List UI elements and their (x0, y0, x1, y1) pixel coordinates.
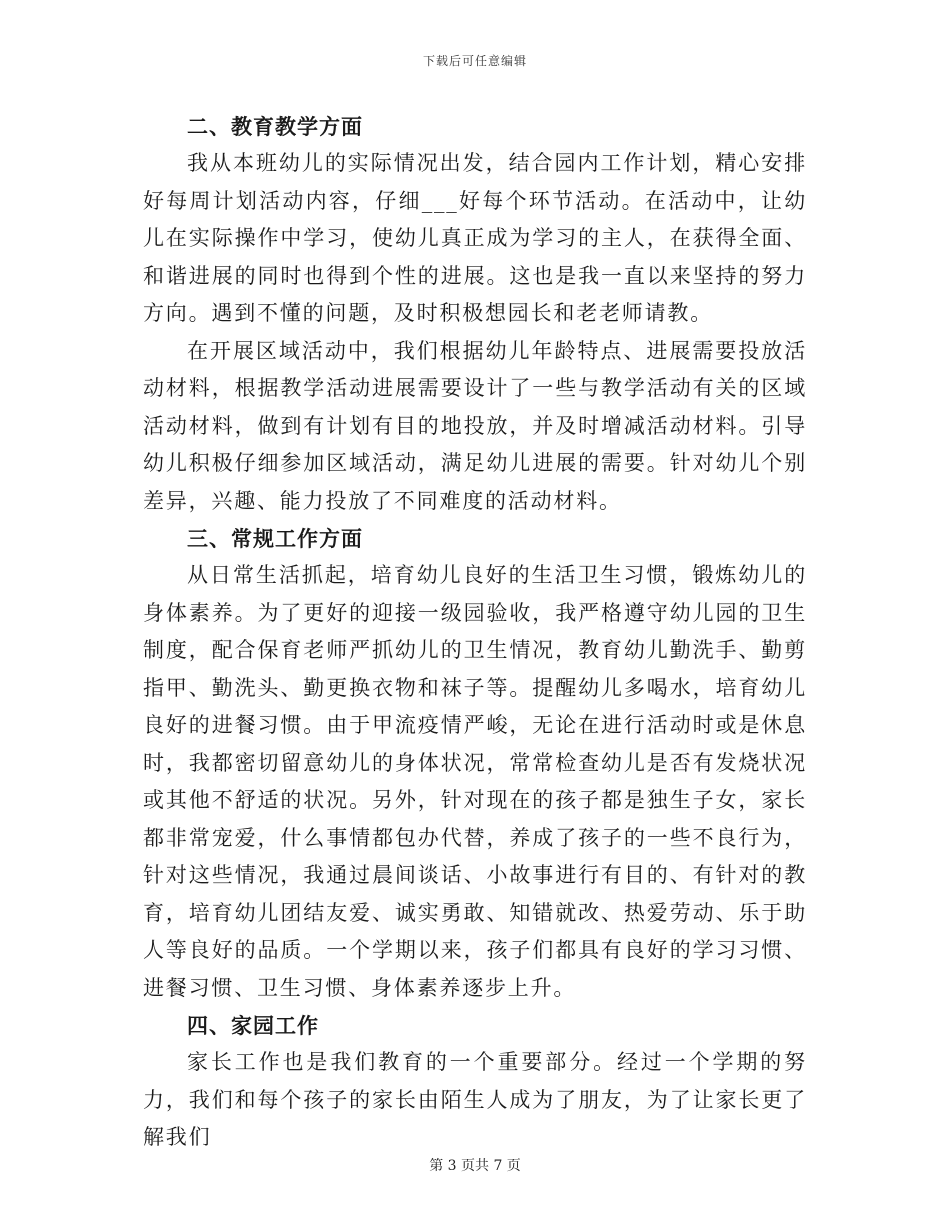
section-heading: 四、家园工作 (187, 1013, 319, 1038)
section-heading: 二、教育教学方面 (187, 114, 363, 139)
page-header: 下载后可任意编辑 (422, 54, 527, 68)
paragraph: 从日常生活抓起，培育幼儿良好的生活卫生习惯，锻炼幼儿的身体素养。为了更好的迎接一级园验收，我严格遵守幼儿园的卫生制度，配合保育老师严抓幼儿的卫生情况，教育幼儿勤洗手、勤剪指甲、勤洗头、勤更换衣物和袜子等。提醒幼儿多喝水，培育幼儿良好的进餐习惯。由于甲流疫情严峻，无论在进行活动时或是休息时，我都密切留意幼儿的身体状况，常常检查幼儿是否有发烧状况或其他不舒适的状况。另外，针对现在的孩子都是独生子女，家长都非常宠爱，什么事情都包办代替，养成了孩子的一些不良行为，针对这些情况，我通过晨间谈话、小故事进行有目的、有针对的教育，培育幼儿团结友爱、诚实勇敢、知错就改、热爱劳动、乐于助人等良好的品质。一个学期以来，孩子们都具有良好的学习习惯、进餐习惯、卫生习惯、身体素养逐步上升。 (143, 563, 807, 1000)
section-home-school (143, 1007, 807, 1157)
page-number: 第 3 页共 7 页 (429, 1158, 521, 1174)
section-teaching (143, 108, 807, 520)
section-routine-work (143, 520, 807, 1007)
paragraph: 在开展区域活动中，我们根据幼儿年龄特点、进展需要投放活动材料，根据教学活动进展需要设计了一些与教学活动有关的区域活动材料，做到有计划有目的地投放，并及时增减活动材料。引导幼儿积极仔细参加区域活动，满足幼儿进展的需要。针对幼儿个别差异，兴趣、能力投放了不同难度的活动材料。 (143, 338, 807, 513)
paragraph: 家长工作也是我们教育的一个重要部分。经过一个学期的努力，我们和每个孩子的家长由陌生人成为了朋友，为了让家长更了解我们 (143, 1050, 807, 1149)
section-heading: 三、常规工作方面 (187, 526, 363, 551)
document-body (143, 108, 807, 1157)
paragraph: 我从本班幼儿的实际情况出发，结合园内工作计划，精心安排好每周计划活动内容，仔细___好每个环节活动。在活动中，让幼儿在实际操作中学习，使幼儿真正成为学习的主人，在获得全面、和谐进展的同时也得到个性的进展。这也是我一直以来坚持的努力方向。遇到不懂的问题，及时积极想园长和老老师请教。 (143, 151, 807, 325)
